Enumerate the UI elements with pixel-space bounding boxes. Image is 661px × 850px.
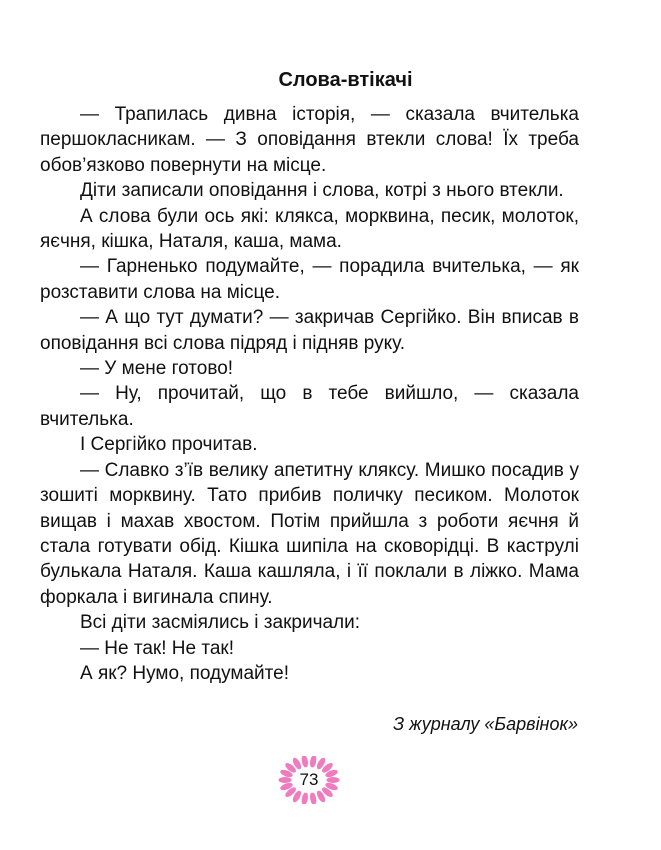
page-number-badge: [275, 756, 343, 804]
paragraph: А як? Нумо, подумайте!: [80, 662, 289, 684]
paragraph: — Славко з’їв велику апетитну кляксу. Мишко посадив у зошиті морквину. Тато прибив поличку песиком. Молоток вищав і махав хвостом. Потім прийшла з роботи яєчня й стала готувати обід. Кішка шипіла на сковорідці. В каструлі булькала Наталя. Каша кашляла, і її поклали в ліжко. Мама форкала і вигинала спину.: [40, 459, 579, 608]
paragraph: — Ну, прочитай, що в тебе вийшло, — сказала вчителька.: [40, 383, 579, 430]
flower-petal: [301, 792, 309, 804]
paragraph: — У мене готово!: [80, 358, 234, 380]
flower-petal: [309, 792, 317, 804]
paragraph: — Трапилась дивна історія, — сказала вчителька першокласникам. — З оповідання втекли слова! Їх треба обов’язково повернути на місце.: [40, 104, 579, 176]
paragraph: Всі діти засміялись і закричали:: [80, 612, 361, 634]
paragraph: А слова були ось які: клякса, морквина, песик, молоток, яєчня, кішка, Наталя, каша, мама.: [40, 205, 579, 253]
paragraph: — Не так! Не так!: [80, 637, 234, 659]
page-number: 73: [299, 770, 319, 789]
flower-petal: [309, 756, 317, 768]
source-attribution: З журналу «Барвінок»: [393, 714, 578, 734]
flower-petal: [301, 756, 309, 768]
paragraph: — А що тут думати? — закричав Сергійко. Він вписав в оповідання всі слова підряд і підняв руку.: [40, 307, 579, 354]
paragraph: — Гарненько подумайте, — порадила вчителька, — як розставити слова на місце.: [40, 256, 579, 303]
paragraph: І Сергійко прочитав.: [80, 434, 258, 456]
paragraph: Діти записали оповідання і слова, котрі з нього втекли.: [80, 180, 564, 202]
page-title: Слова-втікачі: [278, 69, 413, 91]
story-text: [40, 102, 579, 686]
